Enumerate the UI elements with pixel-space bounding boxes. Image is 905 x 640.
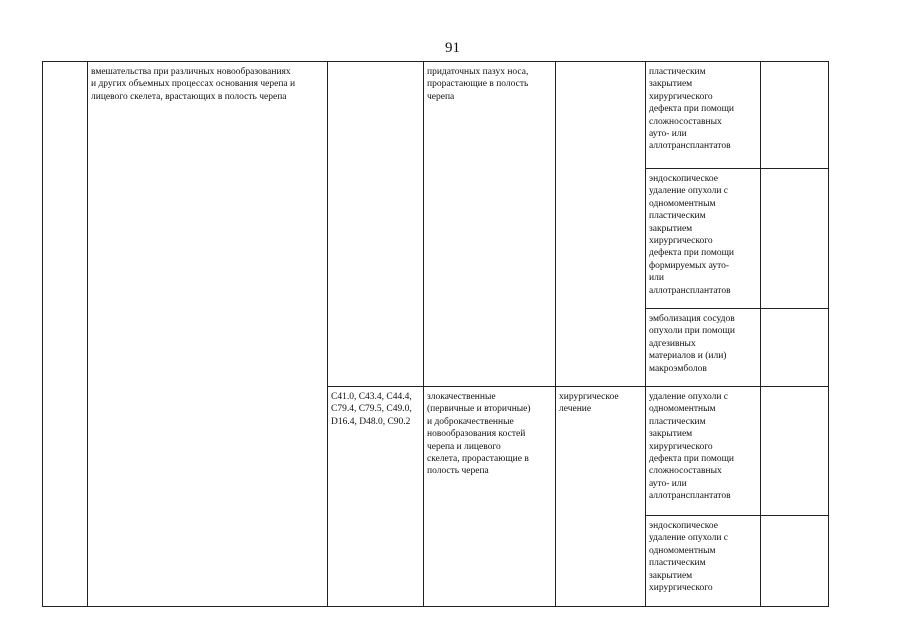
table-cell-index — [43, 62, 88, 607]
table-cell-method — [646, 516, 761, 607]
table-cell-method — [646, 387, 761, 516]
table-cell-extra — [761, 62, 829, 169]
table-cell-codes — [328, 62, 424, 387]
treatment-text: хирургическое лечение — [559, 392, 619, 415]
method-text: удаление опухоли с одномоментным пластическим закрытием хирургического дефекта при помощи сложносоставных ауто- или аллотрансплантатов — [649, 392, 734, 502]
diagnosis-text: злокачественные (первичные и вторичные) и доброкачественные новообразования костей черепа и лицевого скелета, прорастающие в полость черепа — [427, 392, 531, 477]
table-cell-treatment — [556, 387, 646, 607]
diagnosis-text: придаточных пазух носа, прорастающие в полость черепа — [427, 67, 529, 102]
medical-procedures-table — [42, 61, 829, 607]
method-text: эндоскопическое удаление опухоли с одномоментным пластическим закрытием хирургического дефекта при помощи формируемых ауто- или аллотрансплантатов — [649, 174, 734, 296]
table-cell-diagnosis — [424, 387, 556, 607]
table-cell-extra — [761, 387, 829, 516]
table-cell-diagnosis — [424, 62, 556, 387]
table-cell-intervention — [88, 62, 328, 607]
method-text: эндоскопическое удаление опухоли с одномоментным пластическим закрытием хирургического — [649, 521, 729, 594]
table-cell-codes — [328, 387, 424, 607]
table-cell-extra — [761, 309, 829, 387]
icd-codes-text: C41.0, C43.4, C44.4, C79.4, C79.5, C49.0, D16.4, D48.0, C90.2 — [331, 392, 412, 427]
table-cell-extra — [761, 169, 829, 309]
table-row — [43, 62, 829, 169]
table-cell-method — [646, 169, 761, 309]
method-text: эмболизация сосудов опухоли при помощи адгезивных материалов и (или) макроэмболов — [649, 314, 735, 374]
method-text: пластическим закрытием хирургического дефекта при помощи сложносоставных ауто- или аллотрансплантатов — [649, 67, 734, 152]
table-cell-extra — [761, 516, 829, 607]
page-number: 91 — [445, 40, 460, 56]
intervention-text: вмешательства при различных новообразованиях и других объемных процессах основания черепа и лицевого скелета, врастающих в полость черепа — [91, 67, 296, 102]
table-cell-method — [646, 309, 761, 387]
table-cell-treatment — [556, 62, 646, 387]
table-cell-method — [646, 62, 761, 169]
